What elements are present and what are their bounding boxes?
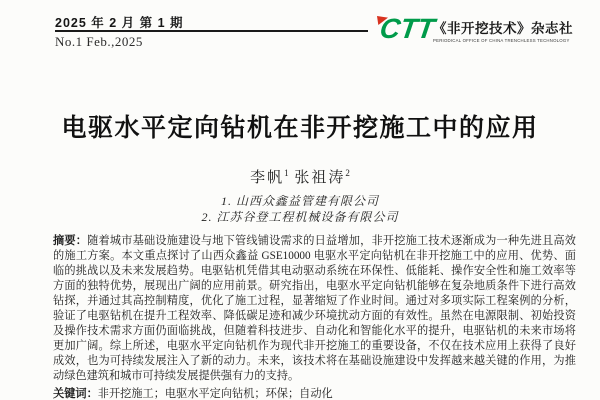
logo-ctt-text: CTT <box>377 13 437 44</box>
author-2-superscript: 2 <box>345 168 350 178</box>
issue-date-en: No.1 Feb.,2025 <box>55 34 143 49</box>
keywords-line <box>53 387 576 400</box>
author-1-superscript: 1 <box>284 168 289 178</box>
journal-logo <box>376 13 437 47</box>
affiliation-2: 2. 江苏谷登工程机械设备有限公司 <box>201 210 399 224</box>
author-2: 张祖涛 <box>294 170 346 186</box>
abstract-text: 随着城市基础设施建设与地下管线铺设需求的日益增加，非开挖施工技术逐渐成为一种先进且高效的施工方案。本文重点探讨了山西众鑫益 GSE10000 电驱水平定向钻机在非开挖施工中的应用、优势、面临的挑战以及未来发展趋势。电驱钻机凭借其电动驱动系统在环保性、低能耗、操作安全性和施工效率等方面的独特优势，展现出广阔的应用前景。研究指出，电驱水平定向钻机能够在复杂地质条件下进行高效钻探，并通过其高控制精度，优化了施工过程，显著缩短了作业时间。通过对多项实际工程案例的分析，验证了电驱钻机在提升工程效率、降低碳足迹和减少环境扰动方面的有效性。虽然在电源限制、初始投资及操作技术需求方面仍面临挑战，但随着科技进步、自动化和智能化水平的提升，电驱钻机的未来市场将更加广阔。综上所述，电驱水平定向钻机作为现代非开挖施工的重要设备，不仅在技术应用上获得了良好成效，也为可持续发展注入了新的动力。未来，该技术将在基础设施建设中发挥越来越关键的作用，为推动绿色建筑和城市可持续发展提供强有力的支持。 <box>53 235 576 382</box>
article-title: 电驱水平定向钻机在非开挖施工中的应用 <box>61 115 539 142</box>
journal-name-block <box>433 17 583 45</box>
issue-date-cn: 2025 年 2 月 第 1 期 <box>55 16 184 30</box>
abstract-keywords-block <box>53 234 576 400</box>
abstract-paragraph <box>53 234 576 384</box>
keywords-text: 非开挖施工；电驱水平定向钻机；环保；自动化 <box>97 388 333 400</box>
keywords-label: 关键词： <box>53 388 98 400</box>
header-divider <box>55 30 368 32</box>
journal-name-cn: 《非开挖技术》杂志社 <box>433 21 573 36</box>
abstract-label: 摘要： <box>53 235 88 247</box>
author-1: 李帆 <box>250 170 285 186</box>
author-line <box>0 166 600 187</box>
journal-name-en: PERIODICAL OFFICE OF CHINA TRENCHLESS TECHNOLOGY <box>433 39 570 44</box>
affiliation-1: 1. 山西众鑫益管建有限公司 <box>220 194 379 208</box>
